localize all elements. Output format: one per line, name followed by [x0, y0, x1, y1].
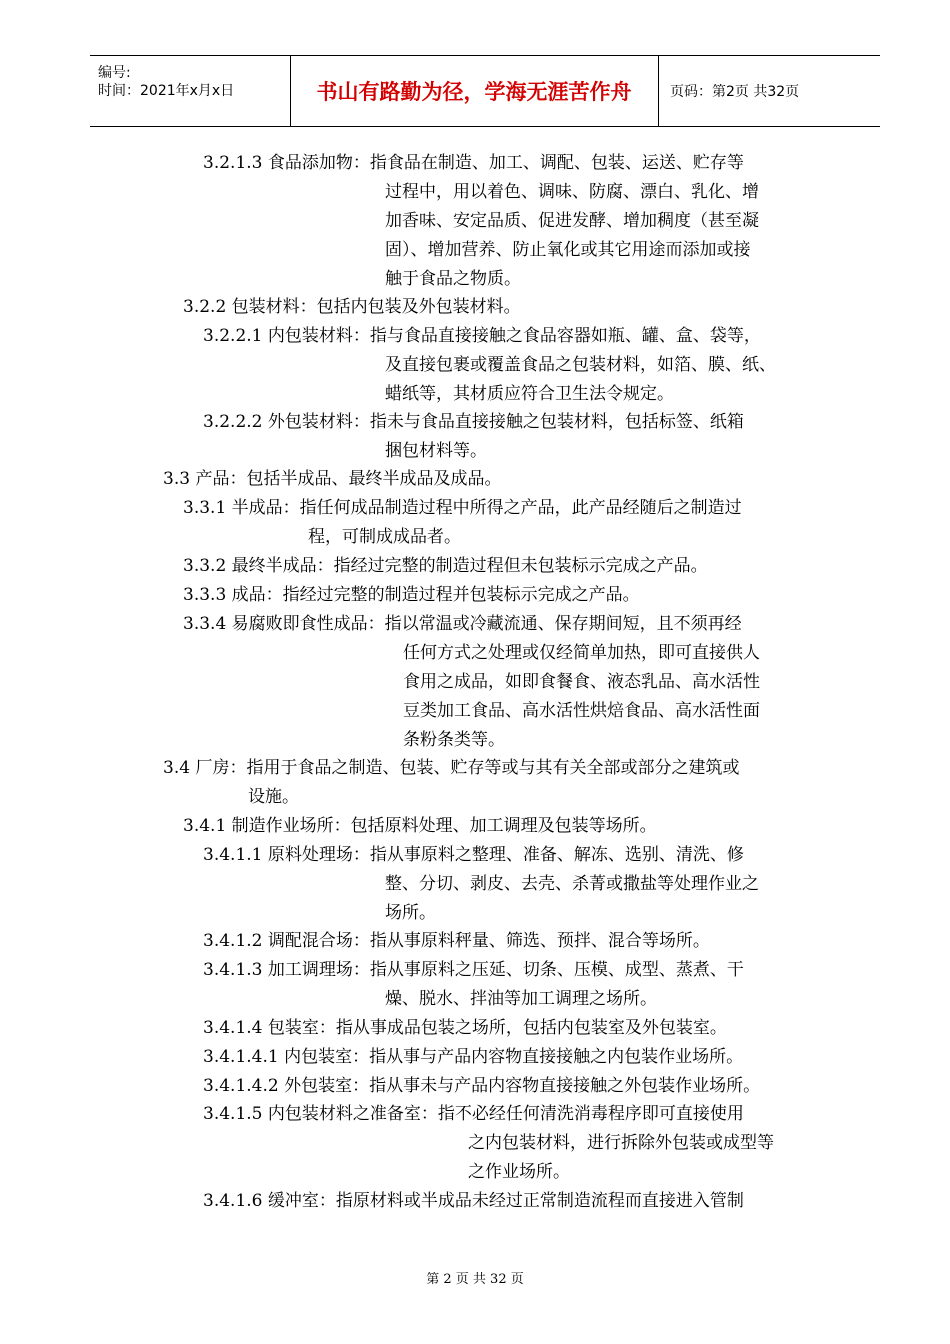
- text-line: 3.4.1.3 加工调理场：指从事原料之压延、切条、压模、成型、蒸煮、干: [203, 960, 744, 980]
- header-motto: 书山有路勤为径，学海无涯苦作舟: [290, 56, 659, 126]
- text-line: 3.4.1 制造作业场所：包括原料处理、加工调理及包装等场所。: [183, 816, 657, 836]
- text-line: 3.2.2 包装材料：包括内包装及外包装材料。: [183, 297, 521, 317]
- text-line: 场所。: [385, 903, 436, 923]
- page-header: [90, 55, 880, 127]
- text-line: 3.4.1.4.1 内包装室：指从事与产品内容物直接接触之内包装作业场所。: [203, 1047, 744, 1067]
- text-line: 3.2.2.2 外包装材料：指未与食品直接接触之包装材料，包括标签、纸箱: [203, 412, 744, 432]
- text-line: 触于食品之物质。: [385, 269, 521, 289]
- text-line: 之内包装材料，进行拆除外包装或成型等: [468, 1133, 774, 1153]
- text-line: 3.4.1.4.2 外包装室：指从事未与产品内容物直接接触之外包装作业场所。: [203, 1076, 761, 1096]
- header-meta-cell: [90, 56, 291, 126]
- text-line: 3.2.2.1 内包装材料：指与食品直接接触之食品容器如瓶、罐、盒、袋等，: [203, 326, 761, 346]
- text-line: 蜡纸等，其材质应符合卫生法令规定。: [385, 384, 674, 404]
- text-line: 过程中，用以着色、调味、防腐、漂白、乳化、增: [385, 182, 759, 202]
- text-line: 3.4.1.2 调配混合场：指从事原料秤量、筛选、预拌、混合等场所。: [203, 931, 710, 951]
- text-line: 3.4.1.6 缓冲室：指原材料或半成品未经过正常制造流程而直接进入管制: [203, 1191, 744, 1211]
- text-line: 固）、增加营养、防止氧化或其它用途而添加或接: [385, 240, 751, 260]
- text-line: 之作业场所。: [468, 1162, 570, 1182]
- text-line: 3.4.1.1 原料处理场：指从事原料之整理、准备、解冻、选别、清洗、修: [203, 845, 744, 865]
- text-line: 任何方式之处理或仅经简单加热，即可直接供人: [403, 643, 760, 663]
- text-line: 程，可制成成品者。: [308, 527, 461, 547]
- text-line: 设施。: [248, 787, 299, 807]
- text-line: 3.3.2 最终半成品：指经过完整的制造过程但未包装标示完成之产品。: [183, 556, 708, 576]
- text-line: 整、分切、剥皮、去壳、杀菁或撒盐等处理作业之: [385, 874, 759, 894]
- text-line: 3.3 产品：包括半成品、最终半成品及成品。: [163, 469, 502, 489]
- text-line: 3.4.1.5 内包装材料之准备室：指不必经任何清洗消毒程序即可直接使用: [203, 1104, 744, 1124]
- text-line: 燥、脱水、拌油等加工调理之场所。: [385, 989, 657, 1009]
- text-line: 捆包材料等。: [385, 441, 487, 461]
- text-line: 及直接包裹或覆盖食品之包装材料，如箔、膜、纸、: [385, 355, 776, 375]
- text-line: 3.4 厂房：指用于食品之制造、包装、贮存等或与其有关全部或部分之建筑或: [163, 758, 740, 778]
- text-line: 3.4.1.4 包装室：指从事成品包装之场所，包括内包装室及外包装室。: [203, 1018, 727, 1038]
- text-line: 3.3.3 成品：指经过完整的制造过程并包装标示完成之产品。: [183, 585, 640, 605]
- page-footer: 第 2 页 共 32 页: [426, 1272, 524, 1287]
- header-page-info: 页码：第2页 共32页: [670, 84, 800, 100]
- text-line: 条粉条类等。: [403, 730, 505, 750]
- text-line: 3.2.1.3 食品添加物：指食品在制造、加工、调配、包装、运送、贮存等: [203, 153, 744, 173]
- text-line: 加香味、安定品质、促进发酵、增加稠度（甚至凝: [385, 211, 759, 231]
- text-line: 豆类加工食品、高水活性烘焙食品、高水活性面: [403, 701, 760, 721]
- date-label: 时间：2021年x月x日: [98, 83, 235, 99]
- text-line: 食用之成品，如即食餐食、液态乳品、高水活性: [403, 672, 760, 692]
- text-line: 3.3.4 易腐败即食性成品：指以常温或冷藏流通、保存期间短，且不须再经: [183, 614, 742, 634]
- text-line: 3.3.1 半成品：指任何成品制造过程中所得之产品，此产品经随后之制造过: [183, 498, 742, 518]
- number-label: 编号:: [98, 65, 131, 81]
